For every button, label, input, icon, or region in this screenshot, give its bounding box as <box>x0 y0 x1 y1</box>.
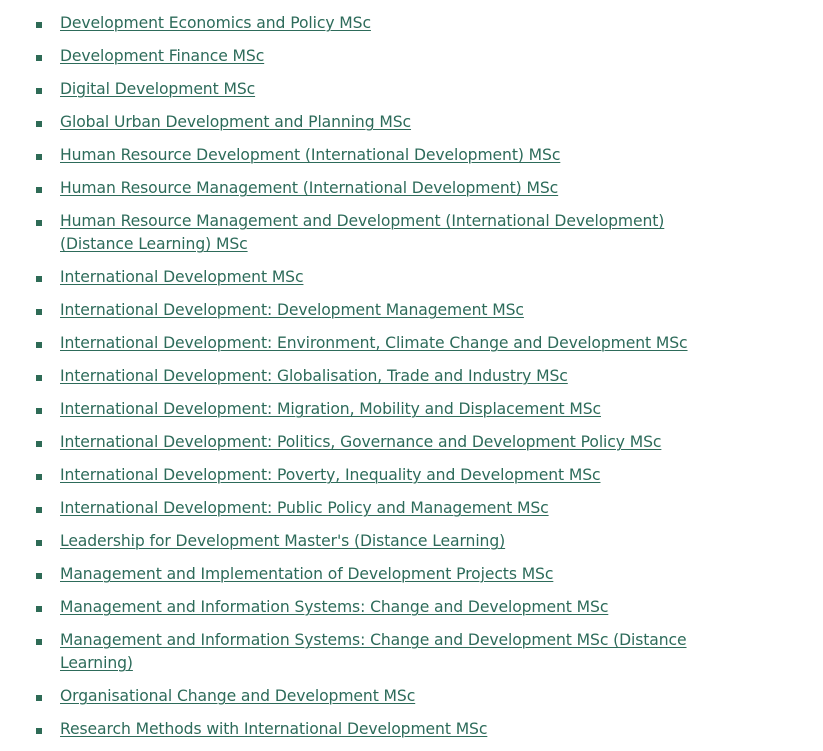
course-list-item <box>0 530 823 553</box>
square-bullet-icon <box>36 474 42 480</box>
square-bullet-icon <box>36 342 42 348</box>
course-list-item <box>0 431 823 454</box>
course-link[interactable]: Digital Development MSc <box>60 80 256 98</box>
course-list-item <box>0 210 823 256</box>
course-link[interactable]: Human Resource Management and Development (International Development) (Distance Learning) MSc <box>60 212 665 253</box>
course-list-item <box>0 596 823 619</box>
course-list-item <box>0 111 823 134</box>
course-link[interactable]: International Development: Public Policy and Management MSc <box>60 499 549 517</box>
course-link[interactable]: Development Economics and Policy MSc <box>60 14 371 32</box>
course-link[interactable]: Human Resource Management (International Development) MSc <box>60 179 559 197</box>
course-list-item <box>0 365 823 388</box>
square-bullet-icon <box>36 573 42 579</box>
course-list-item <box>0 718 823 741</box>
square-bullet-icon <box>36 695 42 701</box>
square-bullet-icon <box>36 55 42 61</box>
course-link[interactable]: Leadership for Development Master's (Distance Learning) <box>60 532 506 550</box>
course-link[interactable]: Management and Implementation of Development Projects MSc <box>60 565 554 583</box>
course-link[interactable]: Development Finance MSc <box>60 47 265 65</box>
course-link[interactable]: Human Resource Development (International Development) MSc <box>60 146 561 164</box>
course-link[interactable]: International Development: Migration, Mobility and Displacement MSc <box>60 400 601 418</box>
course-list-item <box>0 685 823 708</box>
course-link[interactable]: International Development: Globalisation, Trade and Industry MSc <box>60 367 568 385</box>
square-bullet-icon <box>36 441 42 447</box>
square-bullet-icon <box>36 606 42 612</box>
square-bullet-icon <box>36 121 42 127</box>
course-list-item <box>0 464 823 487</box>
square-bullet-icon <box>36 22 42 28</box>
course-list-item <box>0 629 823 675</box>
square-bullet-icon <box>36 276 42 282</box>
course-list <box>0 12 823 751</box>
square-bullet-icon <box>36 309 42 315</box>
square-bullet-icon <box>36 639 42 645</box>
square-bullet-icon <box>36 540 42 546</box>
course-list-item <box>0 177 823 200</box>
square-bullet-icon <box>36 187 42 193</box>
square-bullet-icon <box>36 507 42 513</box>
course-link[interactable]: International Development: Politics, Governance and Development Policy MSc <box>60 433 662 451</box>
course-list-item <box>0 299 823 322</box>
course-list-item <box>0 266 823 289</box>
course-list-item <box>0 398 823 421</box>
square-bullet-icon <box>36 408 42 414</box>
course-list-item <box>0 78 823 101</box>
course-list-item <box>0 45 823 68</box>
square-bullet-icon <box>36 728 42 734</box>
course-list-item <box>0 497 823 520</box>
course-link[interactable]: International Development: Environment, Climate Change and Development MSc <box>60 334 688 352</box>
course-link[interactable]: Management and Information Systems: Change and Development MSc <box>60 598 609 616</box>
course-link[interactable]: International Development: Development Management MSc <box>60 301 524 319</box>
course-link[interactable]: International Development: Poverty, Inequality and Development MSc <box>60 466 601 484</box>
square-bullet-icon <box>36 375 42 381</box>
course-link[interactable]: Global Urban Development and Planning MSc <box>60 113 412 131</box>
course-list-item <box>0 332 823 355</box>
course-link[interactable]: Research Methods with International Development MSc <box>60 720 488 738</box>
square-bullet-icon <box>36 88 42 94</box>
square-bullet-icon <box>36 220 42 226</box>
course-link[interactable]: Organisational Change and Development MSc <box>60 687 416 705</box>
course-list-item <box>0 144 823 167</box>
course-link[interactable]: International Development MSc <box>60 268 304 286</box>
course-list-item <box>0 563 823 586</box>
course-list-item <box>0 12 823 35</box>
course-link[interactable]: Management and Information Systems: Change and Development MSc (Distance Learning) <box>60 631 687 672</box>
square-bullet-icon <box>36 154 42 160</box>
